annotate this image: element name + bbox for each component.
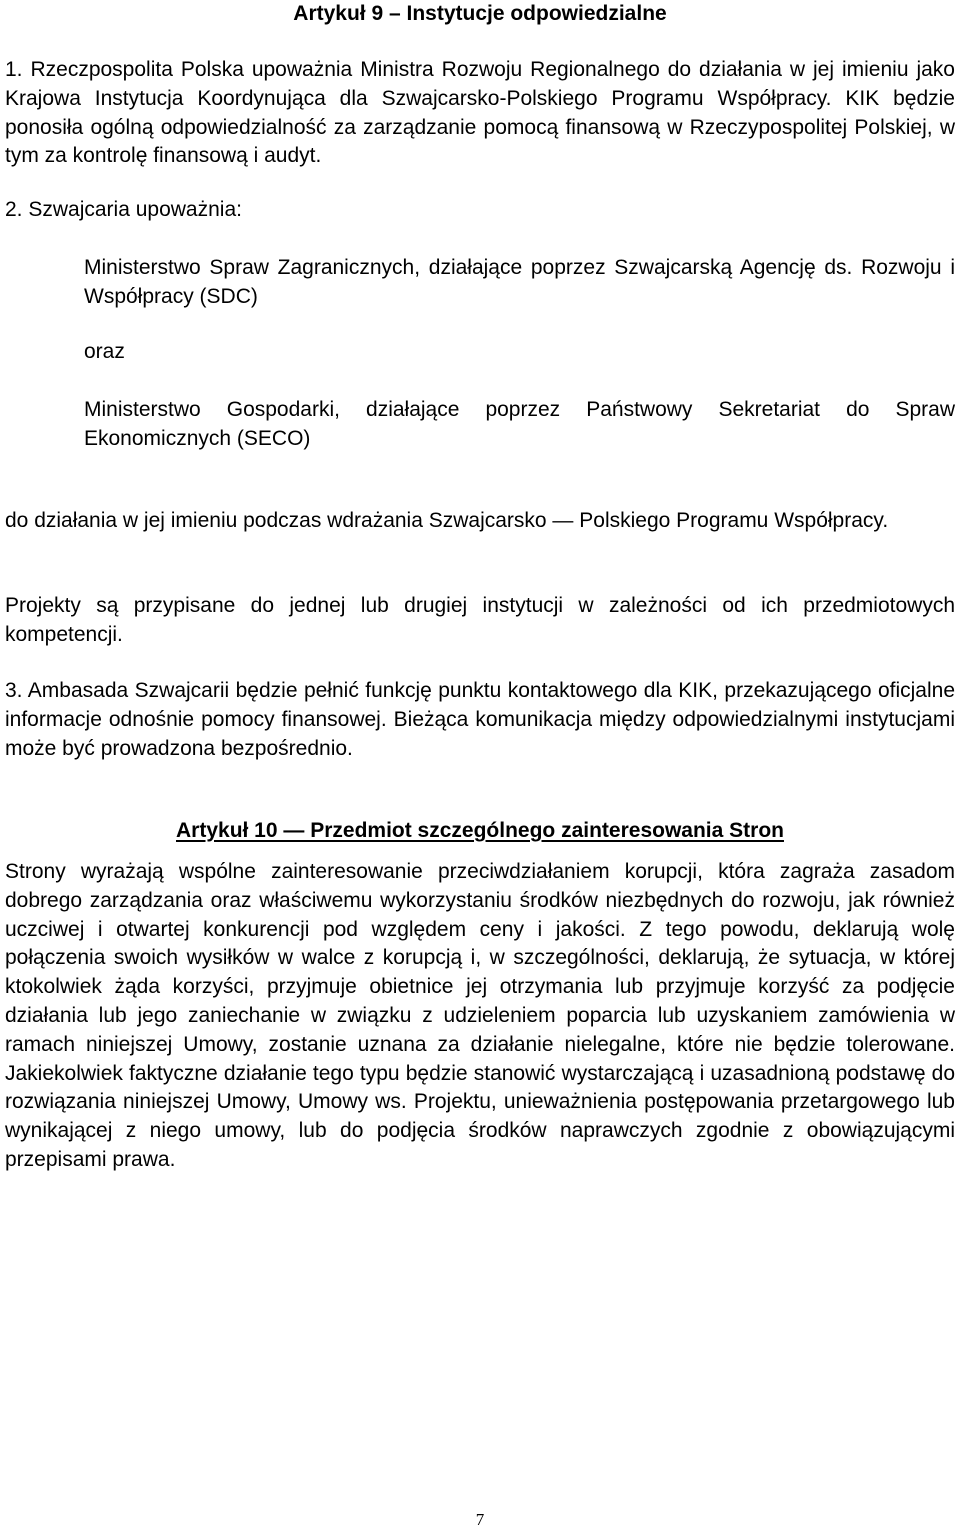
article-9-paragraph-2-intro: 2. Szwajcaria upoważnia: (5, 198, 242, 221)
article-9-conjunction: oraz (84, 340, 125, 363)
article-9-entity-economy: Ministerstwo Gospodarki, działające poprzez Państwowy Sekretariat do Spraw Ekonomicznych (SECO) (84, 398, 955, 450)
article-9-projects-paragraph: Projekty są przypisane do jednej lub drugiej instytucji w zależności od ich przedmiotowych kompetencji. (5, 594, 955, 646)
page-number: 7 (475, 1510, 485, 1529)
article-9-purpose-paragraph: do działania w jej imieniu podczas wdrażania Szwajcarsko — Polskiego Programu Współpracy. (5, 509, 889, 532)
article-9-heading: Artykuł 9 – Instytucje odpowiedzialne (293, 2, 667, 25)
article-9-entity-foreign-affairs: Ministerstwo Spraw Zagranicznych, działające poprzez Szwajcarską Agencję ds. Rozwoju i Współpracy (SDC) (84, 256, 955, 308)
article-9-paragraph-1: 1. Rzeczpospolita Polska upoważnia Ministra Rozwoju Regionalnego do działania w jej imieniu jako Krajowa Instytucja Koordynująca dla Szwajcarsko-Polskiego Programu Współpracy. KIK będzie ponosiła ogólną odpowiedzialność za zarządzanie pomocą finansową w Rzeczypospolitej Polskiej, w tym za kontrolę finansową i audyt. (5, 58, 955, 168)
article-10-heading: Artykuł 10 — Przedmiot szczególnego zainteresowania Stron (176, 819, 784, 842)
article-10-body: Strony wyrażają wspólne zainteresowanie przeciwdziałaniem korupcji, która zagraża zasadom dobrego zarządzania oraz właściwemu wykorzystaniu środków niezbędnych do rozwoju, jak również uczciwej i otwartej konkurencji pod względem ceny i jakości. Z tego powodu, deklarują wolę połączenia swoich wysiłków w walce z korupcją i, w szczególności, deklarują, że sytuacja, w której ktokolwiek żąda korzyści, przyjmuje obietnice jej otrzymania lub przyjmuje korzyść za podjęcie działania lub jego zaniechanie w związku z udzieleniem poparcia lub uzyskaniem zamówienia w ramach niniejszej Umowy, zostanie uznana za działanie nielegalne, które nie będzie tolerowane. Jakiekolwiek faktyczne działanie tego typu będzie stanowić wystarczającą i uzasadnioną podstawę do rozwiązania niniejszej Umowy, Umowy ws. Projektu, unieważnienia postępowania przetargowego lub wynikającej z niego umowy, lub do podjęcia środków naprawczych zgodnie z obowiązującymi przepisami prawa. (5, 860, 955, 1171)
article-9-paragraph-3: 3. Ambasada Szwajcarii będzie pełnić funkcję punktu kontaktowego dla KIK, przekazującego oficjalne informacje odnośnie pomocy finansowej. Bieżąca komunikacja między odpowiedzialnymi instytucjami może być prowadzona bezpośrednio. (5, 679, 955, 760)
